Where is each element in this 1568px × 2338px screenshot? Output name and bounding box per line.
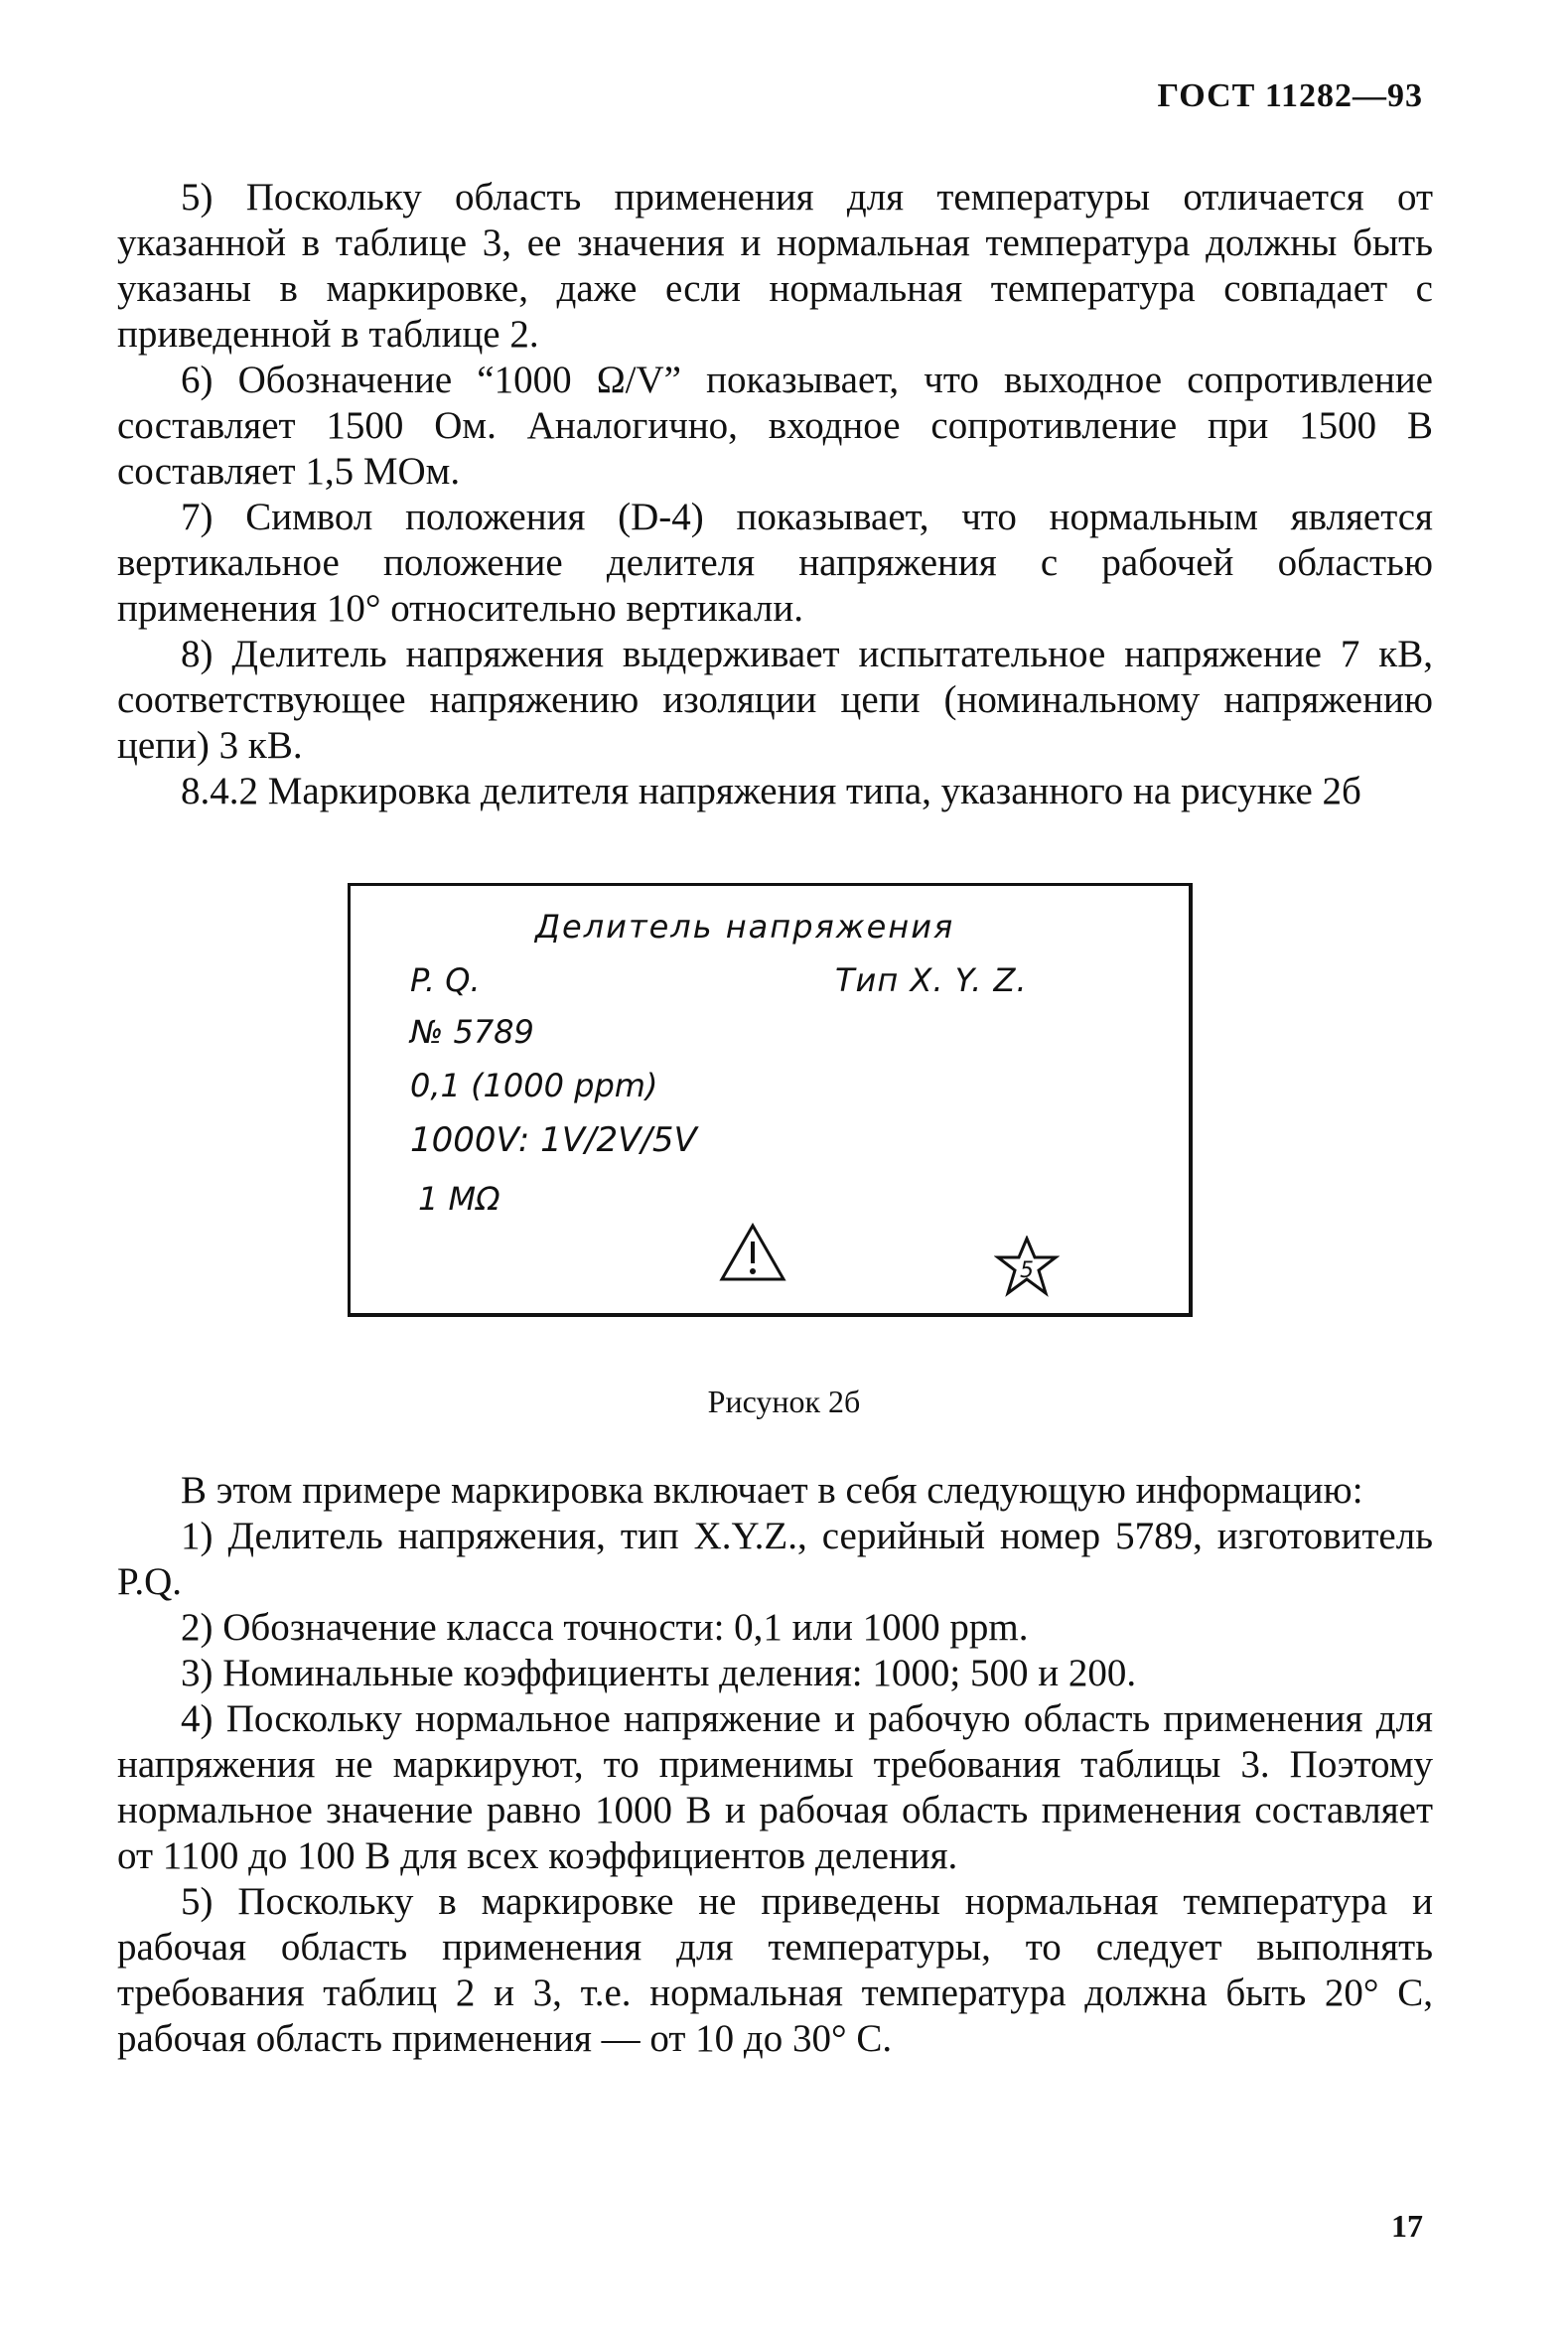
position-symbol-icon xyxy=(994,1236,1060,1297)
paragraph-temperature-note: 5) Поскольку область применения для температуры отличается от указанной в таблице 3, ее значения и нормальная температура должны быть указаны в маркировке, даже если нормальная температура совпадает с приведенной в таблице 2. xyxy=(117,176,1433,356)
paragraph-test-voltage-note: 8) Делитель напряжения выдерживает испытательное напряжение 7 кВ, соответствующее напряжению изоляции цепи (номинальному напряжению цепи) 3 кВ. xyxy=(117,633,1433,767)
marking-plate xyxy=(348,883,1193,1317)
paragraph-position-note: 7) Символ положения (D-4) показывает, что нормальным является вертикальное положение делителя напряжения с рабочей областью применения 10° относительно вертикали. xyxy=(117,496,1433,630)
paragraph-example-intro: В этом примере маркировка включает в себя следующую информацию: xyxy=(181,1469,1363,1512)
top-text-block xyxy=(117,175,1433,814)
paragraph-item-2: 2) Обозначение класса точности: 0,1 или 1000 ppm. xyxy=(181,1606,1029,1649)
plate-type: Тип X. Y. Z. xyxy=(835,961,1028,999)
paragraph-resistance-note: 6) Обозначение “1000 Ω/V” показывает, что выходное сопротивление составляет 1500 Ом. Аналогично, входное сопротивление при 1500 В составляет 1,5 МОм. xyxy=(117,359,1433,493)
plate-accuracy: 0,1 (1000 ppm) xyxy=(410,1067,658,1104)
plate-serial: № 5789 xyxy=(410,1013,534,1051)
plate-maker: P. Q. xyxy=(410,961,481,999)
paragraph-section-heading: 8.4.2 Маркировка делителя напряжения типа, указанного на рисунке 2б xyxy=(181,770,1361,812)
document-header: ГОСТ 11282—93 xyxy=(1157,77,1423,114)
page-number: 17 xyxy=(1391,2208,1423,2244)
position-symbol-number: 5 xyxy=(1020,1258,1034,1283)
paragraph-item-4: 4) Поскольку нормальное напряжение и рабочую область применения для напряжения не маркируют, то применимы требования таблицы 3. Поэтому нормальное значение равно 1000 В и рабочая область применения составляет от 1100 до 100 В для всех коэффициентов деления. xyxy=(117,1697,1433,1877)
paragraph-item-3: 3) Номинальные коэффициенты деления: 1000; 500 и 200. xyxy=(181,1652,1137,1694)
paragraph-item-5: 5) Поскольку в маркировке не приведены нормальная температура и рабочая область применения для температуры, то следует выполнять требования таблиц 2 и 3, т.е. нормальная температура должна быть 20° С, рабочая область применения — от 10 до 30° С. xyxy=(117,1880,1433,2060)
plate-title: Делитель напряжения xyxy=(535,908,955,946)
figure-caption: Рисунок 2б xyxy=(707,1384,861,1419)
bottom-text-block xyxy=(117,1468,1433,2062)
plate-resistance: 1 MΩ xyxy=(418,1180,500,1218)
plate-ratio: 1000V: 1V/2V/5V xyxy=(410,1120,697,1160)
paragraph-item-1: 1) Делитель напряжения, тип X.Y.Z., серийный номер 5789, изготовитель P.Q. xyxy=(117,1515,1433,1603)
warning-triangle-icon xyxy=(718,1222,787,1283)
